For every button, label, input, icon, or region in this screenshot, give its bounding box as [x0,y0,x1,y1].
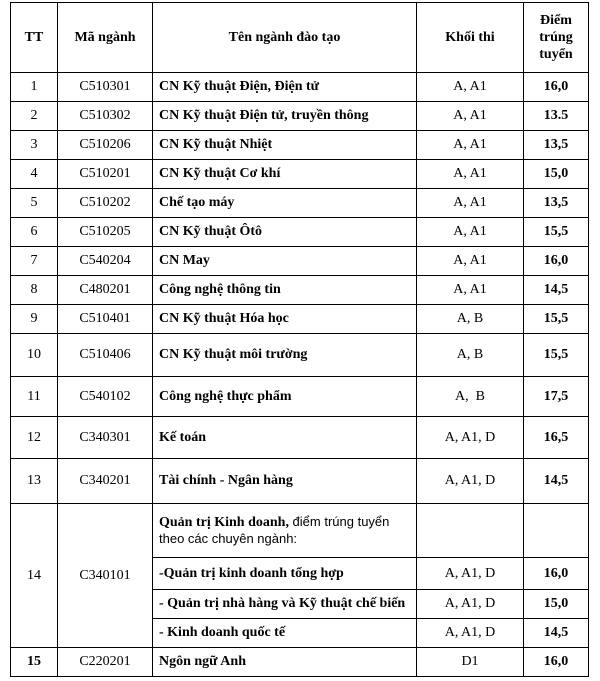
row-tt: 2 [11,102,58,131]
header-khoi: Khối thi [417,3,524,73]
row-code: C510201 [58,160,153,189]
row-score: 14,5 [524,276,589,305]
row-name: Chế tạo máy [153,189,417,218]
row-code: C510202 [58,189,153,218]
row-tt: 8 [11,276,58,305]
row-name: CN Kỹ thuật Điện tử, truyền thông [153,102,417,131]
row-khoi: A, A1 [417,102,524,131]
row-khoi: A, B [417,377,524,417]
row-code: C510301 [58,73,153,102]
row-name: CN Kỹ thuật Điện, Điện tử [153,73,417,102]
row-tt: 15 [11,648,58,677]
sub-khoi: A, A1, D [417,558,524,590]
table-row [11,131,589,160]
row-name: CN Kỹ thuật môi trường [153,334,417,377]
row-khoi: A, A1, D [417,459,524,504]
row-name: CN Kỹ thuật Hóa học [153,305,417,334]
sub-khoi: A, A1, D [417,590,524,619]
row-code: C510205 [58,218,153,247]
row-khoi: D1 [417,648,524,677]
sub-name: - Quản trị nhà hàng và Kỹ thuật chế biến [153,590,417,619]
sub-score: 14,5 [524,619,589,648]
table-row [11,648,589,677]
table-row [11,305,589,334]
row-score: 17,5 [524,377,589,417]
row-khoi: A, A1 [417,160,524,189]
row-score: 15,5 [524,218,589,247]
row-tt: 6 [11,218,58,247]
row-score: 16,0 [524,73,589,102]
row-tt: 10 [11,334,58,377]
row-tt: 13 [11,459,58,504]
table-row [11,218,589,247]
row-name: CN Kỹ thuật Nhiệt [153,131,417,160]
row-code: C510206 [58,131,153,160]
row-tt: 11 [11,377,58,417]
group-header-row [11,504,589,558]
row-khoi: A, A1 [417,218,524,247]
row-score: 15,5 [524,305,589,334]
row-tt: 7 [11,247,58,276]
row-tt: 4 [11,160,58,189]
header-row [11,3,589,73]
row-khoi: A, A1, D [417,417,524,459]
table-row [11,334,589,377]
row-khoi: A, A1 [417,276,524,305]
row-score: 14,5 [524,459,589,504]
header-code: Mã ngành [58,3,153,73]
table-row [11,102,589,131]
row-name: CN Kỹ thuật Cơ khí [153,160,417,189]
row-code: C510302 [58,102,153,131]
row-name: Ngôn ngữ Anh [153,648,417,677]
row-tt: 12 [11,417,58,459]
sub-name: -Quản trị kinh doanh tổng hợp [153,558,417,590]
row-tt: 1 [11,73,58,102]
table-row [11,276,589,305]
group-khoi-empty [417,504,524,558]
admission-table [10,2,589,677]
row-score: 16,0 [524,648,589,677]
table-row [11,247,589,276]
row-score: 13,5 [524,189,589,218]
row-score: 16,0 [524,247,589,276]
row-tt: 5 [11,189,58,218]
row-code: C510406 [58,334,153,377]
group-code: C340101 [58,504,153,648]
sub-score: 15,0 [524,590,589,619]
row-khoi: A, A1 [417,247,524,276]
header-name: Tên ngành đào tạo [153,3,417,73]
row-name: Tài chính - Ngân hàng [153,459,417,504]
sub-name: - Kinh doanh quốc tế [153,619,417,648]
row-score: 15,0 [524,160,589,189]
row-code: C340301 [58,417,153,459]
group-title [153,504,417,558]
row-khoi: A, B [417,334,524,377]
row-name: CN May [153,247,417,276]
row-code: C510401 [58,305,153,334]
row-score: 16,5 [524,417,589,459]
row-code: C540204 [58,247,153,276]
row-code: C220201 [58,648,153,677]
sub-khoi: A, A1, D [417,619,524,648]
row-tt: 3 [11,131,58,160]
row-code: C480201 [58,276,153,305]
table-row [11,160,589,189]
header-score: Điểm trúng tuyển [524,3,589,73]
row-code: C540102 [58,377,153,417]
row-name: Công nghệ thực phẩm [153,377,417,417]
row-khoi: A, A1 [417,73,524,102]
row-score: 15,5 [524,334,589,377]
group-title-bold: Quản trị Kinh doanh, [159,514,289,530]
table-row [11,377,589,417]
header-tt: TT [11,3,58,73]
row-code: C340201 [58,459,153,504]
row-name: CN Kỹ thuật Ôtô [153,218,417,247]
row-khoi: A, A1 [417,131,524,160]
row-tt: 9 [11,305,58,334]
row-score: 13,5 [524,131,589,160]
sub-score: 16,0 [524,558,589,590]
table-row [11,417,589,459]
table-row [11,459,589,504]
row-khoi: A, A1 [417,189,524,218]
row-name: Kế toán [153,417,417,459]
row-khoi: A, B [417,305,524,334]
row-name: Công nghệ thông tin [153,276,417,305]
group-tt: 14 [11,504,58,648]
group-title-rest: điểm trúng tuyển theo các chuyên ngành: [159,513,390,546]
table-row [11,73,589,102]
group-score-empty [524,504,589,558]
table-row [11,189,589,218]
row-score: 13.5 [524,102,589,131]
